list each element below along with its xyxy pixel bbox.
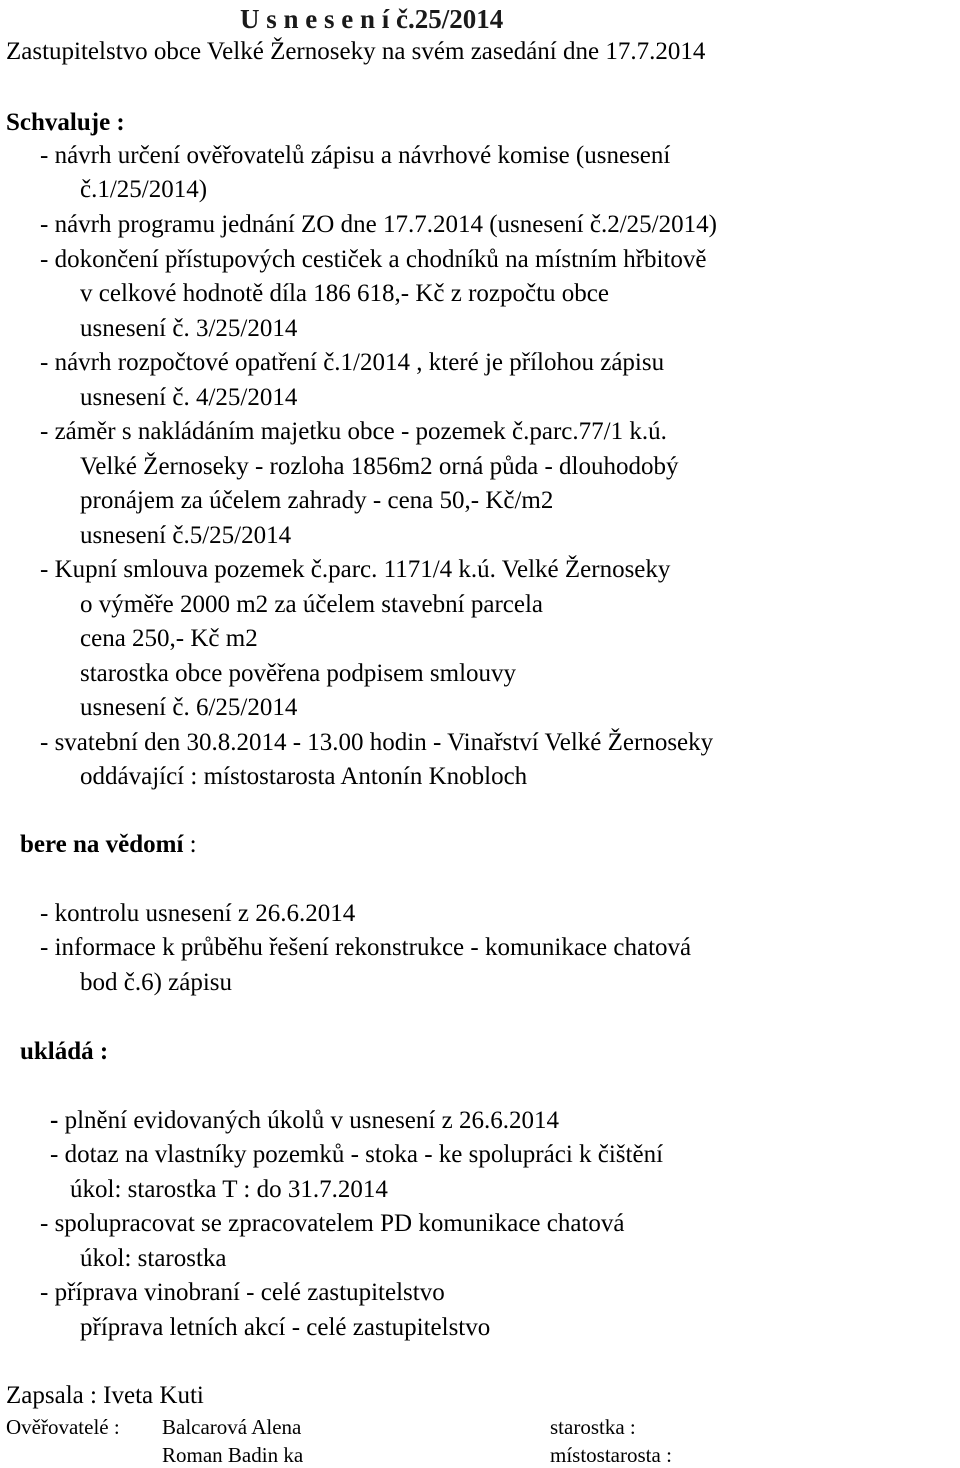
uklada-line: úkol: starostka (80, 1245, 227, 1272)
bere-line: - kontrolu usnesení z 26.6.2014 (40, 900, 356, 927)
overovatele-label: Ověřovatelé : (6, 1415, 120, 1439)
uklada-line: - příprava vinobraní - celé zastupitelstvo (40, 1279, 445, 1306)
schvaluje-line: - Kupní smlouva pozemek č.parc. 1171/4 k.ú. Velké Žernoseky (40, 556, 671, 583)
bere-line: bod č.6) zápisu (80, 969, 233, 996)
uklada-line: příprava letních akcí - celé zastupitelstvo (80, 1314, 491, 1341)
uklada-line: - spolupracovat se zpracovatelem PD komunikace chatová (40, 1210, 625, 1237)
uklada-line: - dotaz na vlastníky pozemků - stoka - ke spolupráci k čištění (50, 1141, 664, 1168)
bere-heading: bere na vědomí (20, 831, 184, 858)
schvaluje-line: usnesení č. 6/25/2014 (80, 694, 298, 721)
schvaluje-line: - návrh určení ověřovatelů zápisu a návrhové komise (usnesení (40, 142, 671, 169)
schvaluje-line: Velké Žernoseky - rozloha 1856m2 orná půda - dlouhodobý (80, 453, 679, 480)
uklada-line-text: plnění evidovaných úkolů v usnesení z 26.6.2014 (64, 1107, 559, 1134)
schvaluje-line: oddávající : místostarosta Antonín Knobloch (80, 763, 528, 790)
schvaluje-line: č.1/25/2014) (80, 176, 208, 203)
schvaluje-line: starostka obce pověřena podpisem smlouvy (80, 660, 517, 687)
bere-line: - informace k průběhu řešení rekonstrukce - komunikace chatová (40, 934, 692, 961)
mistostarosta-signature-label: místostarosta : (550, 1443, 672, 1467)
schvaluje-line: v celkové hodnotě díla 186 618,- Kč z rozpočtu obce (80, 280, 609, 307)
intro-line: Zastupitelstvo obce Velké Žernoseky na svém zasedání dne 17.7.2014 (6, 38, 706, 65)
uklada-first-dash: - (50, 1107, 65, 1134)
schvaluje-line: - záměr s nakládáním majetku obce - pozemek č.parc.77/1 k.ú. (40, 418, 667, 445)
starostka-signature-label: starostka : (550, 1415, 636, 1439)
schvaluje-line: usnesení č.5/25/2014 (80, 522, 292, 549)
schvaluje-line: usnesení č. 4/25/2014 (80, 384, 298, 411)
schvaluje-line: o výměře 2000 m2 za účelem stavební parcela (80, 591, 544, 618)
bere-heading-row (20, 830, 197, 860)
schvaluje-line: pronájem za účelem zahrady - cena 50,- Kč/m2 (80, 487, 554, 514)
uklada-line (50, 1106, 559, 1136)
schvaluje-line: usnesení č. 3/25/2014 (80, 315, 298, 342)
uklada-heading: ukládá : (20, 1038, 109, 1065)
schvaluje-heading: Schvaluje : (6, 109, 125, 136)
uklada-line: úkol: starostka T : do 31.7.2014 (70, 1176, 388, 1203)
overovatel-name: Roman Badin ka (162, 1443, 304, 1467)
document-title: U s n e s e n í č.25/2014 (240, 4, 504, 34)
overovatel-name: Balcarová Alena (162, 1415, 302, 1439)
schvaluje-line: - návrh programu jednání ZO dne 17.7.2014 (usnesení č.2/25/2014) (40, 211, 717, 238)
schvaluje-line: - dokončení přístupových cestiček a chodníků na místním hřbitově (40, 246, 707, 273)
schvaluje-line: cena 250,- Kč m2 (80, 625, 258, 652)
schvaluje-line: - návrh rozpočtové opatření č.1/2014 , které je přílohou zápisu (40, 349, 665, 376)
schvaluje-line: - svatební den 30.8.2014 - 13.00 hodin - Vinařství Velké Žernoseky (40, 729, 714, 756)
zapsala-line: Zapsala : Iveta Kuti (6, 1382, 204, 1409)
bere-heading-colon: : (183, 831, 197, 858)
